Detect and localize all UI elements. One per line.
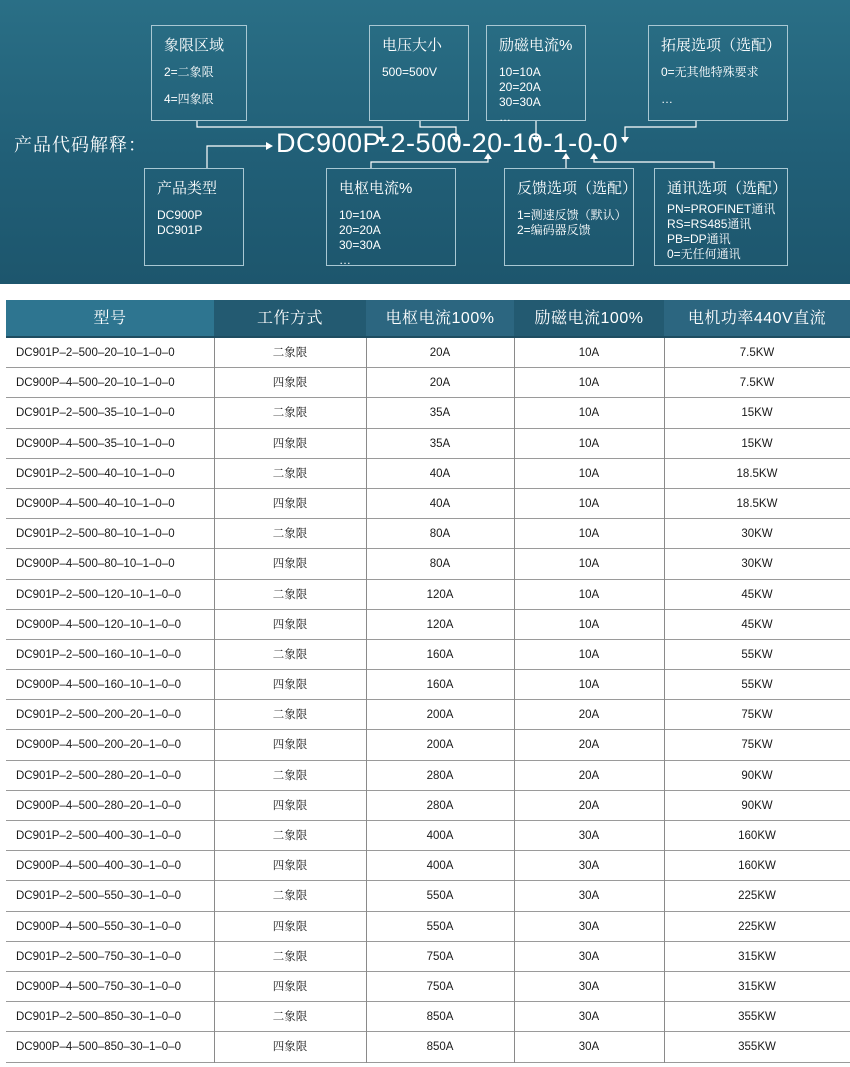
voltage-title: 电压大小 (382, 37, 443, 54)
communication-line: PN=PROFINET通讯 (667, 202, 776, 216)
motor-power-cell: 55KW (741, 648, 773, 661)
model-cell: DC900P–4–500–550–30–1–0–0 (16, 920, 181, 933)
mode-cell: 四象限 (272, 920, 308, 933)
feedback-line: 2=编码器反馈 (517, 223, 591, 237)
header-armature-current: 电枢电流100% (385, 310, 495, 327)
table-row (6, 1032, 850, 1062)
mode-cell: 四象限 (272, 377, 308, 390)
mode-cell: 四象限 (272, 618, 308, 631)
table-row (6, 761, 850, 791)
mode-cell: 二象限 (272, 528, 308, 541)
product-type-title: 产品类型 (157, 180, 218, 197)
model-cell: DC900P–4–500–750–30–1–0–0 (16, 980, 181, 993)
mode-cell: 四象限 (272, 558, 308, 571)
table-row (6, 851, 850, 881)
motor-power-cell: 75KW (741, 709, 773, 722)
motor-power-cell: 15KW (741, 407, 773, 420)
table-row (6, 338, 850, 368)
spec-table (6, 300, 850, 1063)
excitation-current-cell: 10A (578, 407, 600, 420)
model-cell: DC900P–4–500–80–10–1–0–0 (16, 558, 175, 571)
communication-line: RS=RS485通讯 (667, 217, 752, 231)
armature-current-cell: 160A (426, 679, 454, 692)
armature-current-cell: 280A (426, 769, 454, 782)
table-row (6, 429, 850, 459)
code-explanation-panel (0, 0, 850, 284)
armature-current-cell: 200A (426, 739, 454, 752)
motor-power-cell: 355KW (738, 1041, 776, 1054)
armature-line: 20=20A (339, 223, 381, 237)
armature-current-cell: 750A (426, 980, 454, 993)
model-cell: DC900P–4–500–35–10–1–0–0 (16, 437, 175, 450)
header-model: 型号 (6, 300, 214, 336)
voltage-box (369, 25, 469, 121)
excitation-current-cell: 20A (578, 799, 600, 812)
header-mode: 工作方式 (214, 300, 366, 336)
motor-power-cell: 18.5KW (736, 467, 778, 480)
armature-current-cell: 400A (426, 860, 454, 873)
model-cell: DC900P–4–500–280–20–1–0–0 (16, 799, 181, 812)
mode-cell: 二象限 (272, 830, 308, 842)
armature-current-cell: 200A (426, 709, 454, 722)
column-divider (214, 338, 215, 1063)
motor-power-cell: 90KW (741, 769, 773, 782)
mode-cell: 四象限 (272, 799, 308, 812)
table-row (6, 1002, 850, 1032)
armature-current-cell: 750A (426, 950, 454, 963)
armature-box (326, 168, 456, 266)
excitation-current-cell: 10A (578, 437, 600, 450)
mode-cell: 二象限 (272, 407, 308, 420)
model-cell: DC900P–4–500–200–20–1–0–0 (16, 739, 181, 752)
armature-current-cell: 35A (429, 437, 451, 450)
mode-cell: 二象限 (272, 588, 308, 601)
table-row (6, 368, 850, 398)
armature-line: 10=10A (339, 208, 381, 222)
table-row (6, 700, 850, 730)
mode-cell: 二象限 (272, 1011, 308, 1024)
motor-power-cell: 315KW (738, 980, 776, 993)
motor-power-cell: 30KW (741, 528, 773, 541)
table-body (6, 338, 850, 1063)
quadrant-line: 4=四象限 (164, 92, 214, 106)
armature-current-cell: 120A (426, 618, 454, 631)
header-excitation-current: 励磁电流100% (514, 300, 664, 336)
excitation-current-cell: 30A (578, 890, 600, 903)
armature-current-cell: 550A (426, 890, 454, 903)
table-row (6, 881, 850, 911)
table-row (6, 730, 850, 760)
table-row (6, 670, 850, 700)
table-row (6, 821, 850, 851)
motor-power-cell: 225KW (738, 890, 776, 903)
armature-line: … (339, 253, 351, 267)
model-cell: DC901P–2–500–80–10–1–0–0 (16, 528, 175, 541)
mode-cell: 二象限 (272, 890, 308, 903)
excitation-current-cell: 10A (578, 558, 600, 571)
excitation-current-cell: 20A (578, 769, 600, 782)
communication-title: 通讯选项（选配） (667, 180, 788, 197)
feedback-box (504, 168, 638, 266)
motor-power-cell: 160KW (738, 830, 776, 842)
table-row (6, 942, 850, 972)
armature-current-cell: 80A (429, 558, 451, 571)
table-row (6, 610, 850, 640)
model-cell: DC901P–2–500–20–10–1–0–0 (16, 347, 175, 359)
excitation-line: … (499, 110, 511, 124)
model-cell: DC901P–2–500–120–10–1–0–0 (16, 588, 181, 601)
excitation-current-cell: 30A (578, 860, 600, 873)
excitation-current-cell: 10A (578, 618, 600, 631)
armature-current-cell: 160A (426, 648, 454, 661)
mode-cell: 四象限 (272, 679, 308, 692)
voltage-line: 500=500V (382, 65, 438, 79)
motor-power-cell: 15KW (741, 437, 773, 450)
motor-power-cell: 7.5KW (739, 347, 775, 359)
motor-power-cell: 30KW (741, 558, 773, 571)
table-row (6, 580, 850, 610)
header-motor-power: 电机功率440V直流 (687, 310, 827, 327)
armature-current-cell: 120A (426, 588, 454, 601)
table-row (6, 459, 850, 489)
motor-power-cell: 160KW (738, 860, 776, 873)
model-cell: DC900P–4–500–20–10–1–0–0 (16, 377, 175, 390)
excitation-current-cell: 10A (578, 377, 600, 390)
table-header (6, 300, 850, 338)
mode-cell: 四象限 (272, 1041, 308, 1054)
excitation-line: 20=20A (499, 80, 541, 94)
column-divider (664, 338, 665, 1063)
model-cell: DC901P–2–500–280–20–1–0–0 (16, 769, 181, 782)
model-cell: DC900P–4–500–850–30–1–0–0 (16, 1041, 181, 1054)
motor-power-cell: 7.5KW (739, 377, 775, 390)
armature-title: 电枢电流% (339, 180, 413, 197)
armature-current-cell: 850A (426, 1011, 454, 1024)
table-row (6, 549, 850, 579)
table-row (6, 912, 850, 942)
model-cell: DC901P–2–500–35–10–1–0–0 (16, 407, 175, 420)
excitation-box (486, 25, 586, 124)
mode-cell: 四象限 (272, 497, 308, 510)
communication-line: PB=DP通讯 (667, 232, 731, 246)
armature-current-cell: 400A (426, 830, 454, 842)
extension-line: 0=无其他特殊要求 (661, 65, 759, 79)
armature-current-cell: 40A (429, 467, 451, 480)
extension-box (648, 25, 788, 121)
mode-cell: 二象限 (272, 709, 308, 722)
communication-line: 0=无任何通讯 (667, 247, 741, 261)
model-cell: DC900P–4–500–160–10–1–0–0 (16, 679, 181, 692)
armature-current-cell: 20A (429, 347, 451, 359)
mode-cell: 二象限 (272, 950, 308, 963)
excitation-current-cell: 30A (578, 920, 600, 933)
armature-line: 30=30A (339, 238, 381, 252)
motor-power-cell: 75KW (741, 739, 773, 752)
armature-current-cell: 550A (426, 920, 454, 933)
excitation-current-cell: 30A (578, 1041, 600, 1054)
excitation-current-cell: 10A (578, 648, 600, 661)
table-row (6, 640, 850, 670)
product-code: DC900P-2-500-20-10-1-0-0 (276, 128, 619, 158)
excitation-current-cell: 30A (578, 980, 600, 993)
motor-power-cell: 45KW (741, 588, 773, 601)
armature-current-cell: 35A (429, 407, 451, 420)
excitation-title: 励磁电流% (499, 37, 573, 54)
excitation-current-cell: 10A (578, 467, 600, 480)
armature-current-cell: 20A (429, 377, 451, 390)
excitation-line: 30=30A (499, 95, 541, 109)
armature-current-cell: 280A (426, 799, 454, 812)
model-cell: DC901P–2–500–200–20–1–0–0 (16, 709, 181, 722)
table-row (6, 791, 850, 821)
column-divider (514, 338, 515, 1063)
armature-current-cell: 40A (429, 497, 451, 510)
excitation-current-cell: 10A (578, 679, 600, 692)
extension-title: 拓展选项（选配） (661, 37, 782, 54)
motor-power-cell: 55KW (741, 679, 773, 692)
mode-cell: 四象限 (272, 739, 308, 752)
model-cell: DC900P–4–500–400–30–1–0–0 (16, 860, 181, 873)
mode-cell: 四象限 (272, 860, 308, 873)
excitation-current-cell: 30A (578, 950, 600, 963)
mode-cell: 二象限 (272, 467, 308, 480)
excitation-current-cell: 20A (578, 739, 600, 752)
model-cell: DC901P–2–500–550–30–1–0–0 (16, 890, 181, 903)
mode-cell: 二象限 (272, 769, 308, 782)
motor-power-cell: 18.5KW (736, 497, 778, 510)
model-cell: DC900P–4–500–120–10–1–0–0 (16, 618, 181, 631)
excitation-current-cell: 10A (578, 347, 600, 359)
excitation-line: 10=10A (499, 65, 541, 79)
excitation-current-cell: 10A (578, 497, 600, 510)
model-cell: DC901P–2–500–850–30–1–0–0 (16, 1011, 181, 1024)
excitation-current-cell: 30A (578, 830, 600, 842)
table-row (6, 519, 850, 549)
feedback-title: 反馈选项（选配） (517, 180, 638, 197)
excitation-current-cell: 20A (578, 709, 600, 722)
armature-current-cell: 850A (426, 1041, 454, 1054)
armature-current-cell: 80A (429, 528, 451, 541)
model-cell: DC901P–2–500–160–10–1–0–0 (16, 648, 181, 661)
model-cell: DC901P–2–500–400–30–1–0–0 (16, 830, 181, 842)
column-divider (366, 338, 367, 1063)
product-type-box (144, 168, 244, 266)
excitation-current-cell: 10A (578, 588, 600, 601)
mode-cell: 四象限 (272, 437, 308, 450)
motor-power-cell: 315KW (738, 950, 776, 963)
product-type-line: DC900P (157, 208, 203, 222)
motor-power-cell: 225KW (738, 920, 776, 933)
communication-box (654, 168, 788, 266)
quadrant-line: 2=二象限 (164, 65, 214, 79)
table-row (6, 398, 850, 428)
product-type-line: DC901P (157, 223, 203, 237)
motor-power-cell: 90KW (741, 799, 773, 812)
excitation-current-cell: 10A (578, 528, 600, 541)
motor-power-cell: 355KW (738, 1011, 776, 1024)
code-label: 产品代码解释： (14, 135, 147, 155)
model-cell: DC900P–4–500–40–10–1–0–0 (16, 497, 175, 510)
quadrant-title: 象限区域 (164, 37, 225, 54)
table-row (6, 972, 850, 1002)
motor-power-cell: 45KW (741, 618, 773, 631)
model-cell: DC901P–2–500–750–30–1–0–0 (16, 950, 181, 963)
extension-line: … (661, 92, 673, 106)
feedback-line: 1=测速反馈（默认） (517, 208, 627, 222)
table-row (6, 489, 850, 519)
model-cell: DC901P–2–500–40–10–1–0–0 (16, 467, 175, 480)
mode-cell: 二象限 (272, 648, 308, 661)
excitation-current-cell: 30A (578, 1011, 600, 1024)
mode-cell: 四象限 (272, 980, 308, 993)
mode-cell: 二象限 (272, 347, 308, 359)
quadrant-box (151, 25, 247, 121)
